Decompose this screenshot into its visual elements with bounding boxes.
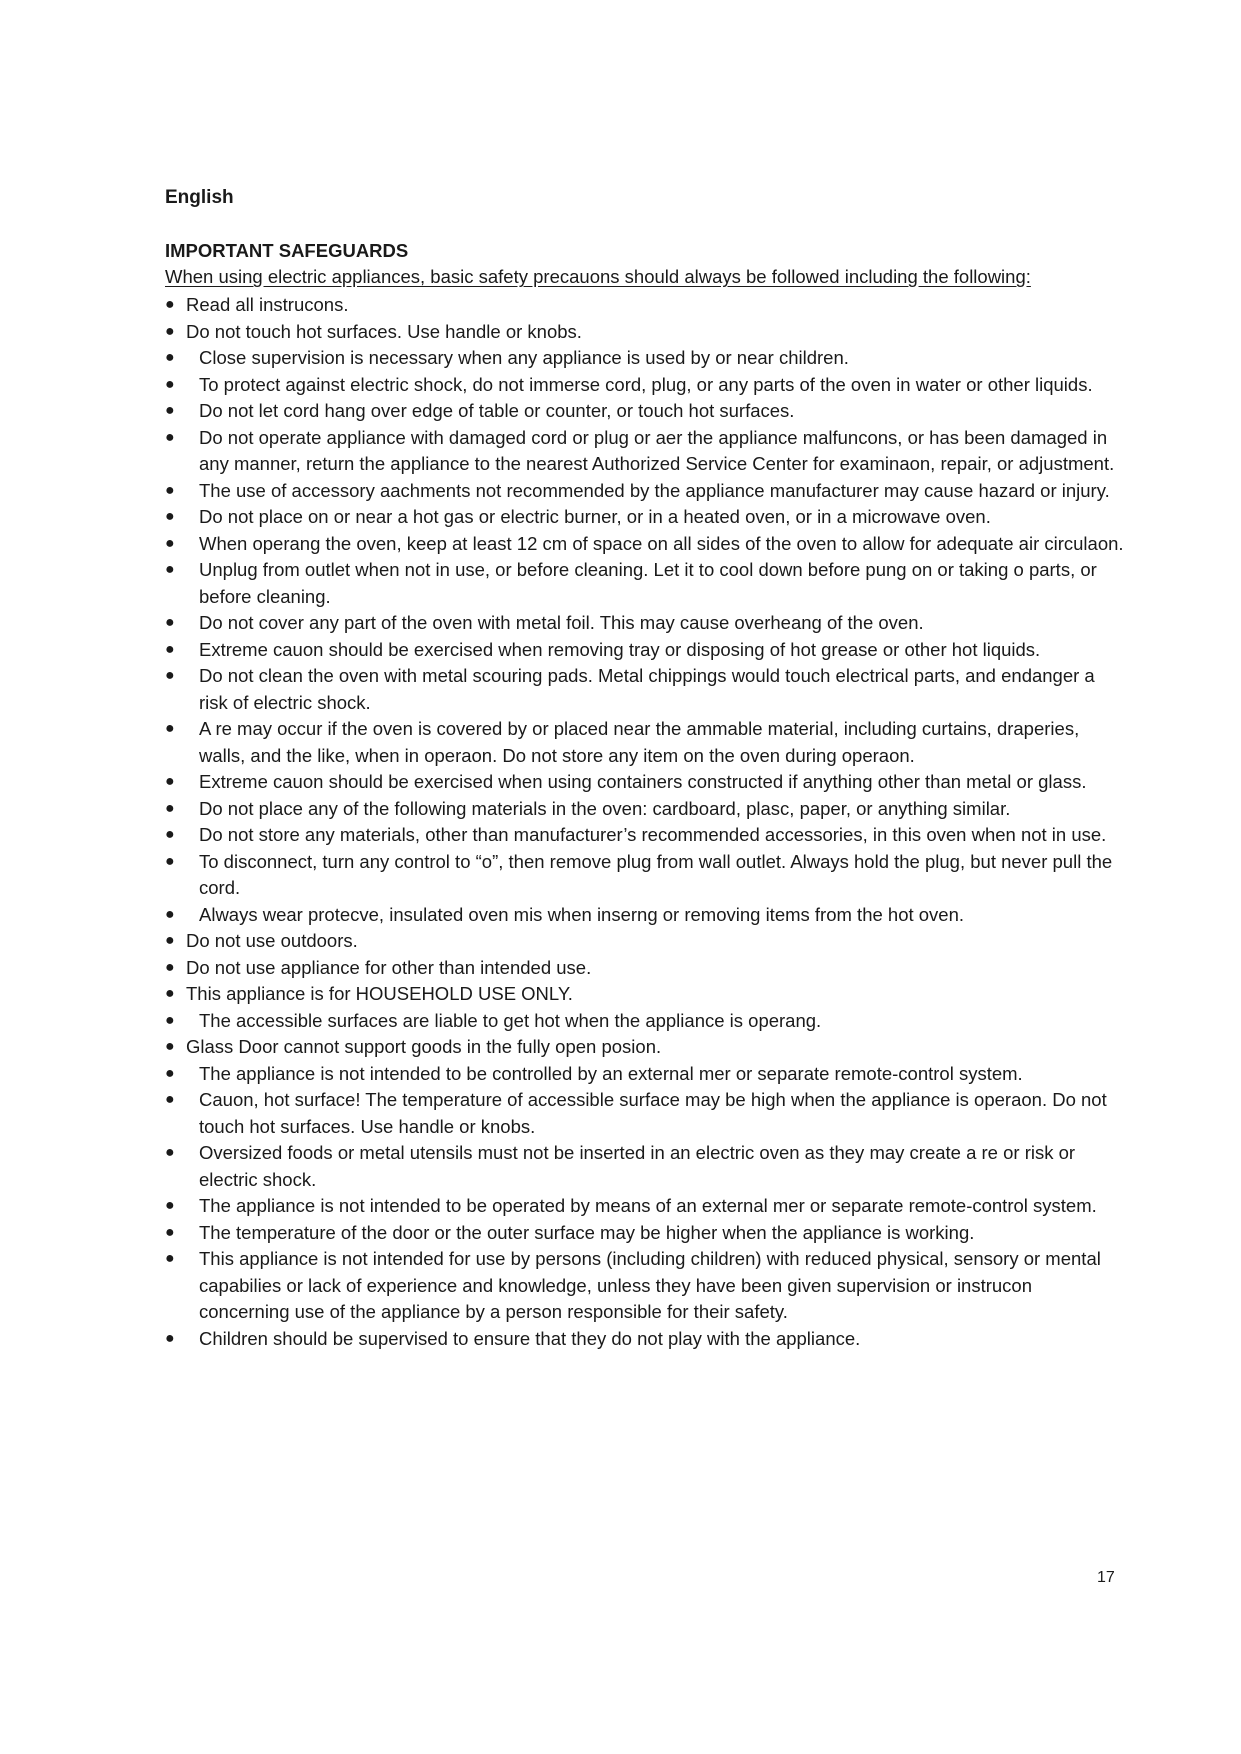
bullet-icon: ● <box>165 826 175 843</box>
intro-sentence: When using electric appliances, basic safety precauons should always be followed including the following: <box>165 266 1031 287</box>
bullet-icon: ● <box>165 932 175 949</box>
bullet-icon: ● <box>165 1091 175 1108</box>
list-item-text: Read all instrucons. <box>186 294 349 315</box>
list-item-text: A re may occur if the oven is covered by or placed near the ammable material, including curtains, draperies, walls, and the like, when in operaon. Do not store any item on the oven during operaon. <box>199 718 1080 766</box>
list-item <box>165 372 1125 399</box>
bullet-icon: ● <box>165 296 175 313</box>
list-item-text: The appliance is not intended to be controlled by an external mer or separate remote-control system. <box>199 1062 1023 1084</box>
list-item <box>165 1140 1125 1193</box>
list-item <box>165 1220 1125 1247</box>
list-item-text: Do not let cord hang over edge of table or counter, or touch hot surfaces. <box>199 400 795 421</box>
list-item-text: Extreme cauon should be exercised when removing tray or disposing of hot grease or other hot liquids. <box>199 638 1041 660</box>
list-item-text: Do not use outdoors. <box>186 930 358 951</box>
list-item <box>165 557 1125 610</box>
list-item-text: Do not clean the oven with metal scouring pads. Metal chippings would touch electrical parts, and endanger a risk of electric shock. <box>199 665 1095 713</box>
list-item-text: Do not cover any part of the oven with metal foil. This may cause overheang of the oven. <box>199 612 924 633</box>
list-item-text: Always wear protecve, insulated oven mis when inserng or removing items from the hot oven. <box>199 903 965 925</box>
list-item <box>165 1193 1125 1220</box>
list-item <box>165 955 1125 982</box>
list-item <box>165 981 1125 1008</box>
list-item <box>165 1061 1125 1088</box>
list-item-text: When operang the oven, keep at least 12 cm of space on all sides of the oven to allow for adequate air circulaon. <box>199 532 1124 554</box>
list-item-text: Do not use appliance for other than intended use. <box>186 956 592 978</box>
list-item-text: Do not operate appliance with damaged cord or plug or aer the appliance malfuncons, or has been damaged in any manner, return the appliance to the nearest Authorized Service Center for examinaon, repair, or adjustment. <box>199 426 1115 474</box>
list-item-text: This appliance is not intended for use by persons (including children) with reduced physical, sensory or mental capabilies or lack of experience and knowledge, unless they have been given supervision or instrucon concerning use of the appliance by a person responsible for their safety. <box>199 1248 1101 1322</box>
list-item <box>165 716 1125 769</box>
bullet-icon: ● <box>165 852 175 870</box>
list-item <box>165 822 1125 849</box>
list-item <box>165 1326 1125 1353</box>
list-item <box>165 292 1125 319</box>
list-item <box>165 478 1125 505</box>
bullet-icon: ● <box>165 667 175 684</box>
list-item <box>165 663 1125 716</box>
bullet-icon: ● <box>165 402 175 419</box>
page-number: 17 <box>1097 1569 1115 1586</box>
list-item-text: Children should be supervised to ensure that they do not play with the appliance. <box>199 1327 861 1349</box>
bullet-icon: ● <box>165 1250 175 1267</box>
bullet-icon: ● <box>165 534 175 552</box>
list-item <box>165 1246 1125 1326</box>
list-item <box>165 637 1125 664</box>
bullet-icon: ● <box>165 985 175 1002</box>
bullet-icon: ● <box>165 1329 175 1347</box>
list-item <box>165 849 1125 902</box>
bullet-icon: ● <box>165 428 175 446</box>
list-item <box>165 504 1125 531</box>
list-item-text: Do not place on or near a hot gas or electric burner, or in a heated oven, or in a microwave oven. <box>199 506 991 527</box>
bullet-icon: ● <box>165 614 175 631</box>
bullet-icon: ● <box>165 508 175 525</box>
bullet-icon: ● <box>165 1223 175 1241</box>
section-heading: IMPORTANT SAFEGUARDS <box>165 240 409 261</box>
bullet-icon: ● <box>165 799 175 817</box>
list-item-text: Do not store any materials, other than manufacturer’s recommended accessories, in this oven when not in use. <box>199 824 1107 845</box>
list-item <box>165 1087 1125 1140</box>
bullet-icon: ● <box>165 561 175 578</box>
bullet-icon: ● <box>165 375 175 393</box>
language-label: English <box>165 187 234 208</box>
list-item <box>165 319 1125 346</box>
bullet-icon: ● <box>165 1038 175 1055</box>
list-item <box>165 769 1125 796</box>
bullet-icon: ● <box>165 1064 175 1082</box>
bullet-icon: ● <box>165 481 175 499</box>
bullet-icon: ● <box>165 1197 175 1214</box>
bullet-icon: ● <box>165 322 175 340</box>
list-item-text: The temperature of the door or the outer surface may be higher when the appliance is working. <box>199 1221 975 1243</box>
bullet-icon: ● <box>165 1011 175 1029</box>
list-item-text: The appliance is not intended to be operated by means of an external mer or separate remote-control system. <box>199 1195 1097 1216</box>
list-item-text: Cauon, hot surface! The temperature of accessible surface may be high when the appliance is operaon. Do not touch hot surfaces. Use handle or knobs. <box>199 1089 1107 1137</box>
bullet-icon: ● <box>165 720 175 737</box>
bullet-icon: ● <box>165 349 175 366</box>
list-item-text: The accessible surfaces are liable to get hot when the appliance is operang. <box>199 1009 822 1031</box>
list-item <box>165 345 1125 372</box>
bullet-icon: ● <box>165 1144 175 1161</box>
bullet-icon: ● <box>165 640 175 658</box>
list-item <box>165 902 1125 929</box>
list-item <box>165 1034 1125 1061</box>
list-item-text: Unplug from outlet when not in use, or before cleaning. Let it to cool down before pung on or taking o parts, or before cleaning. <box>199 559 1097 607</box>
bullet-icon: ● <box>165 773 175 790</box>
list-item-text: To protect against electric shock, do not immerse cord, plug, or any parts of the oven in water or other liquids. <box>199 373 1093 395</box>
bullet-icon: ● <box>165 958 175 976</box>
list-item-text: Glass Door cannot support goods in the fully open posion. <box>186 1036 662 1057</box>
bullet-icon: ● <box>165 905 175 923</box>
list-item <box>165 928 1125 955</box>
list-item <box>165 425 1125 478</box>
list-item <box>165 796 1125 823</box>
list-item <box>165 610 1125 637</box>
list-item-text: This appliance is for HOUSEHOLD USE ONLY. <box>186 983 573 1004</box>
list-item-text: Do not touch hot surfaces. Use handle or knobs. <box>186 320 582 342</box>
list-item-text: To disconnect, turn any control to “o”, then remove plug from wall outlet. Always hold the plug, but never pull the cord. <box>199 850 1113 898</box>
list-item-text: Oversized foods or metal utensils must not be inserted in an electric oven as they may create a re or risk or electric shock. <box>199 1142 1076 1190</box>
list-item-text: Close supervision is necessary when any appliance is used by or near children. <box>199 347 849 368</box>
safeguards-list <box>165 292 1125 1352</box>
list-item <box>165 1008 1125 1035</box>
list-item <box>165 531 1125 558</box>
list-item-text: Extreme cauon should be exercised when using containers constructed if anything other than metal or glass. <box>199 771 1087 792</box>
list-item-text: Do not place any of the following materials in the oven: cardboard, plasc, paper, or anything similar. <box>199 797 1011 819</box>
list-item-text: The use of accessory aachments not recommended by the appliance manufacturer may cause hazard or injury. <box>199 479 1110 501</box>
list-item <box>165 398 1125 425</box>
